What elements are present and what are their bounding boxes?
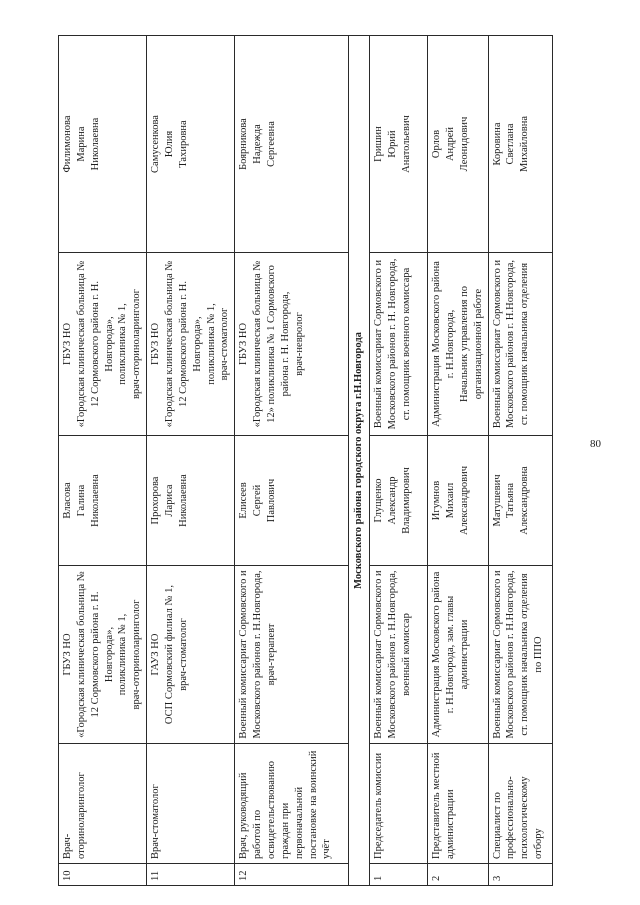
reserve-name-cell: Коровина Светлана Михайловна: [488, 36, 552, 253]
row-number: 10: [59, 864, 147, 886]
reserve-organization-cell: ГБУЗ НО «Городская клиническая больница № 12 Сормовского района г. Н. Новгорода», поликлиника № 1, врач-стоматолог: [147, 253, 235, 436]
member-name-cell: Власова Галина Николаевна: [59, 436, 147, 566]
table-row: [488, 36, 552, 886]
section-header-row: [349, 36, 370, 886]
position-cell: Специалист по профессионально-психологическому отбору: [488, 744, 552, 864]
table-row: [147, 36, 235, 886]
row-number: 11: [147, 864, 235, 886]
position-cell: Председатель комиссии: [370, 744, 428, 864]
organization-cell: Военный комиссариат Сормовского и Московского районов г. Н.Новгорода, врач-терапевт: [235, 566, 349, 744]
position-cell: Врач-стоматолог: [147, 744, 235, 864]
commission-table: [58, 35, 553, 886]
reserve-name-cell: Боярникова Надежда Сергеевна: [235, 36, 349, 253]
section-title: Московского района городского округа г.Н.Новгорода: [349, 36, 370, 886]
member-name-cell: Матушевич Татьяна Александровна: [488, 436, 552, 566]
reserve-organization-cell: Военный комиссариат Сормовского и Московского районов г. Н.Новгорода, ст. помощник начальника отделения: [488, 253, 552, 436]
member-name-cell: Елисеев Сергей Павлович: [235, 436, 349, 566]
reserve-organization-cell: Администрация Московского района г. Н.Новгорода, Начальник управления по организационной работе: [428, 253, 488, 436]
reserve-organization-cell: Военный комиссариат Сормовского и Московского районов г. Н. Новгорода, ст. помощник военного комиссара: [370, 253, 428, 436]
organization-cell: ГАУЗ НО ОСП Сормовский филиал № 1, врач-стоматолог: [147, 566, 235, 744]
position-cell: Представитель местной администрации: [428, 744, 488, 864]
organization-cell: ГБУЗ НО «Городская клиническая больница № 12 Сормовского района г. Н. Новгорода», поликлиника № 1, врач-оториноларинголог: [59, 566, 147, 744]
page-number: 80: [590, 438, 601, 450]
reserve-name-cell: Гришин Юрий Анатольевич: [370, 36, 428, 253]
reserve-name-cell: Орлов Андрей Леонидович: [428, 36, 488, 253]
table-row: [428, 36, 488, 886]
row-number: 2: [428, 864, 488, 886]
table-row: [59, 36, 147, 886]
reserve-name-cell: Филимонова Марина Николаевна: [59, 36, 147, 253]
organization-cell: Военный комиссариат Сормовского и Московского районов г. Н.Новгорода, военный комиссар: [370, 566, 428, 744]
position-cell: Врач, руководящий работой по освидетельствованию граждан при первоначальной постановке на воинский учёт: [235, 744, 349, 864]
member-name-cell: Глущенко Александр Владимирович: [370, 436, 428, 566]
member-name-cell: Игумнов Михаил Александрович: [428, 436, 488, 566]
reserve-organization-cell: ГБУЗ НО «Городская клиническая больница № 12 Сормовского района г. Н. Новгорода», поликлиника № 1, врач-оториноларинголог: [59, 253, 147, 436]
member-name-cell: Прохорова Лариса Николаевна: [147, 436, 235, 566]
row-number: 12: [235, 864, 349, 886]
table-row: [235, 36, 349, 886]
row-number: 3: [488, 864, 552, 886]
organization-cell: Администрация Московского района г. Н.Новгорода, зам. главы администрации: [428, 566, 488, 744]
row-number: 1: [370, 864, 428, 886]
rotated-table-container: [58, 36, 546, 886]
table-row: [370, 36, 428, 886]
reserve-name-cell: Самусенкова Юлия Тахировна: [147, 36, 235, 253]
position-cell: Врач- оториноларинголог: [59, 744, 147, 864]
organization-cell: Военный комиссариат Сормовского и Московского районов г. Н.Новгорода, ст. помощник начальника отделения по ППО: [488, 566, 552, 744]
reserve-organization-cell: ГБУЗ НО «Городская клиническая больница № 12» поликлиника № 1 Сормовского района г. Н. Новгорода, врач-невролог: [235, 253, 349, 436]
